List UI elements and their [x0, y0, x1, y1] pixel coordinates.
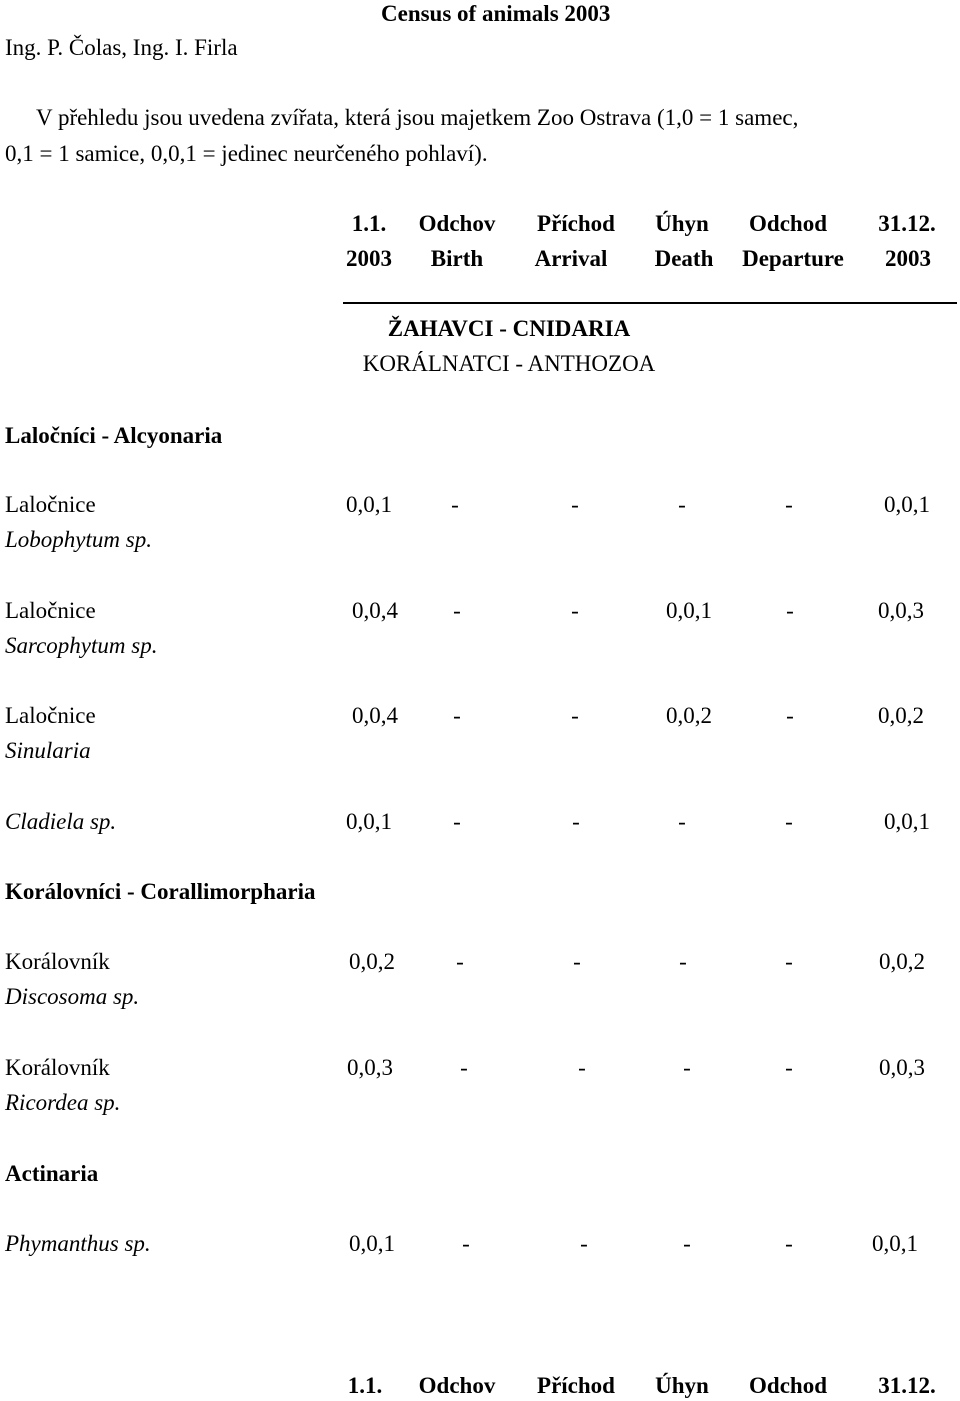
- group-heading-alcyonaria: Laločníci - Alcyonaria: [5, 423, 223, 448]
- col-header-birth-cz: Odchov: [418, 211, 496, 236]
- species-common-name: Korálovník: [5, 949, 110, 974]
- document-title: Census of animals 2003: [381, 1, 611, 26]
- value-arrival: -: [580, 1231, 588, 1256]
- header-divider: [343, 302, 957, 304]
- value-end: 0,0,1: [872, 1231, 918, 1256]
- species-latin-name: Ricordea sp.: [5, 1090, 121, 1115]
- col-header-end: 31.12.: [878, 211, 936, 236]
- footer-col-header-departure: Odchod: [749, 1373, 827, 1398]
- value-birth: -: [462, 1231, 470, 1256]
- value-death: 0,0,1: [666, 598, 712, 623]
- value-birth: -: [456, 949, 464, 974]
- value-start: 0,0,2: [349, 949, 395, 974]
- col-header-end-year: 2003: [885, 246, 931, 271]
- value-end: 0,0,3: [879, 1055, 925, 1080]
- phylum-heading: ŽAHAVCI - CNIDARIA: [387, 316, 631, 341]
- value-end: 0,0,2: [879, 949, 925, 974]
- species-latin-name: Discosoma sp.: [5, 984, 140, 1009]
- value-departure: -: [785, 1055, 793, 1080]
- value-start: 0,0,4: [352, 703, 398, 728]
- species-common-name: Korálovník: [5, 1055, 110, 1080]
- species-common-name: Laločnice: [5, 703, 96, 728]
- value-end: 0,0,1: [884, 492, 930, 517]
- value-start: 0,0,1: [346, 809, 392, 834]
- value-death: -: [678, 492, 686, 517]
- value-death: -: [678, 809, 686, 834]
- value-birth: -: [460, 1055, 468, 1080]
- class-heading: KORÁLNATCI - ANTHOZOA: [362, 351, 656, 376]
- col-header-start: 1.1.: [351, 211, 387, 236]
- col-header-departure: Departure: [742, 246, 844, 271]
- value-birth: -: [453, 598, 461, 623]
- value-death: -: [679, 949, 687, 974]
- value-departure: -: [785, 492, 793, 517]
- authors: Ing. P. Čolas, Ing. I. Firla: [5, 35, 238, 60]
- value-end: 0,0,1: [884, 809, 930, 834]
- value-death: -: [683, 1231, 691, 1256]
- species-latin-name: Lobophytum sp.: [5, 527, 152, 552]
- footer-col-header-death: Úhyn: [655, 1373, 709, 1398]
- col-header-birth: Birth: [430, 246, 484, 271]
- value-arrival: -: [571, 703, 579, 728]
- col-header-arrival-cz: Příchod: [537, 211, 615, 236]
- footer-col-header-birth: Odchov: [418, 1373, 496, 1398]
- value-start: 0,0,3: [347, 1055, 393, 1080]
- col-header-departure-cz: Odchod: [749, 211, 827, 236]
- value-birth: -: [451, 492, 459, 517]
- footer-col-header-arrival: Příchod: [537, 1373, 615, 1398]
- value-death: 0,0,2: [666, 703, 712, 728]
- value-departure: -: [786, 703, 794, 728]
- species-latin-name: Sarcophytum sp.: [5, 633, 158, 658]
- species-common-name: Laločnice: [5, 598, 96, 623]
- value-start: 0,0,1: [346, 492, 392, 517]
- footer-col-header-start: 1.1.: [347, 1373, 383, 1398]
- species-common-name: Laločnice: [5, 492, 96, 517]
- value-arrival: -: [578, 1055, 586, 1080]
- col-header-death-cz: Úhyn: [655, 211, 709, 236]
- value-arrival: -: [572, 809, 580, 834]
- value-death: -: [683, 1055, 691, 1080]
- value-arrival: -: [573, 949, 581, 974]
- value-arrival: -: [571, 492, 579, 517]
- footer-col-header-end: 31.12.: [878, 1373, 936, 1398]
- value-start: 0,0,1: [349, 1231, 395, 1256]
- value-birth: -: [453, 809, 461, 834]
- value-departure: -: [786, 598, 794, 623]
- value-departure: -: [785, 949, 793, 974]
- intro-line-2: 0,1 = 1 samice, 0,0,1 = jedinec neurčeného pohlaví).: [5, 141, 488, 166]
- value-departure: -: [785, 809, 793, 834]
- value-end: 0,0,3: [878, 598, 924, 623]
- value-start: 0,0,4: [352, 598, 398, 623]
- species-latin-name: Sinularia: [5, 738, 91, 763]
- col-header-death: Death: [654, 246, 714, 271]
- value-birth: -: [453, 703, 461, 728]
- intro-line-1: V přehledu jsou uvedena zvířata, která jsou majetkem Zoo Ostrava (1,0 = 1 samec,: [36, 105, 799, 130]
- value-arrival: -: [571, 598, 579, 623]
- species-latin-name: Cladiela sp.: [5, 809, 117, 834]
- col-header-arrival: Arrival: [534, 246, 608, 271]
- species-latin-name: Phymanthus sp.: [5, 1231, 151, 1256]
- value-end: 0,0,2: [878, 703, 924, 728]
- col-header-start-year: 2003: [346, 246, 392, 271]
- value-departure: -: [785, 1231, 793, 1256]
- group-heading-actinaria: Actinaria: [5, 1161, 99, 1186]
- group-heading-corallimorpharia: Korálovníci - Corallimorpharia: [5, 879, 316, 904]
